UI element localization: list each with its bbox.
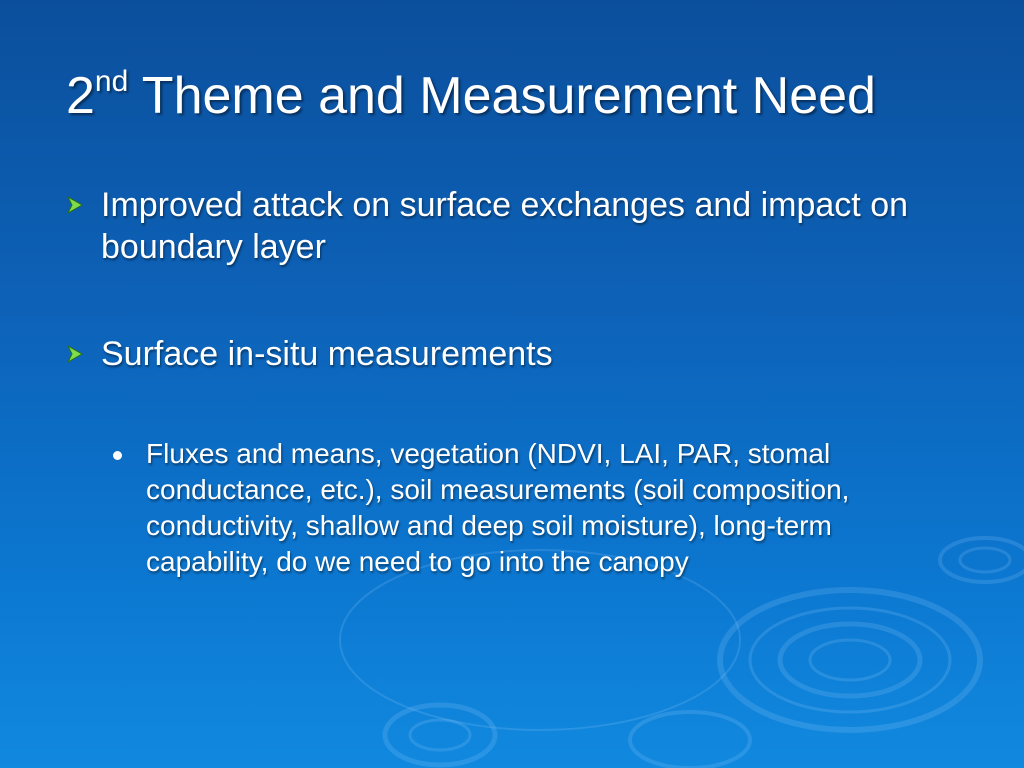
- title-superscript: nd: [94, 64, 129, 98]
- arrow-bullet-icon: [66, 345, 84, 363]
- bullet-item: [66, 333, 926, 375]
- dot-bullet-icon: [113, 451, 122, 460]
- title-number: 2: [66, 67, 95, 125]
- bullet-text: Surface in-situ measurements: [101, 335, 553, 373]
- bullet-item: [66, 184, 926, 268]
- bullet-text: Improved attack on surface exchanges and impact on boundary layer: [101, 186, 909, 266]
- sub-bullet-text: Fluxes and means, vegetation (NDVI, LAI, PAR, stomal conductance, etc.), soil measurements (soil composition, conductivity, shallow and deep soil moisture), long-term capability, do we need to go into the canopy: [146, 438, 850, 577]
- sub-bullet-item: [113, 436, 953, 580]
- title-text: Theme and Measurement Need: [128, 67, 876, 125]
- arrow-bullet-icon: [66, 196, 84, 214]
- slide-title: [66, 66, 966, 126]
